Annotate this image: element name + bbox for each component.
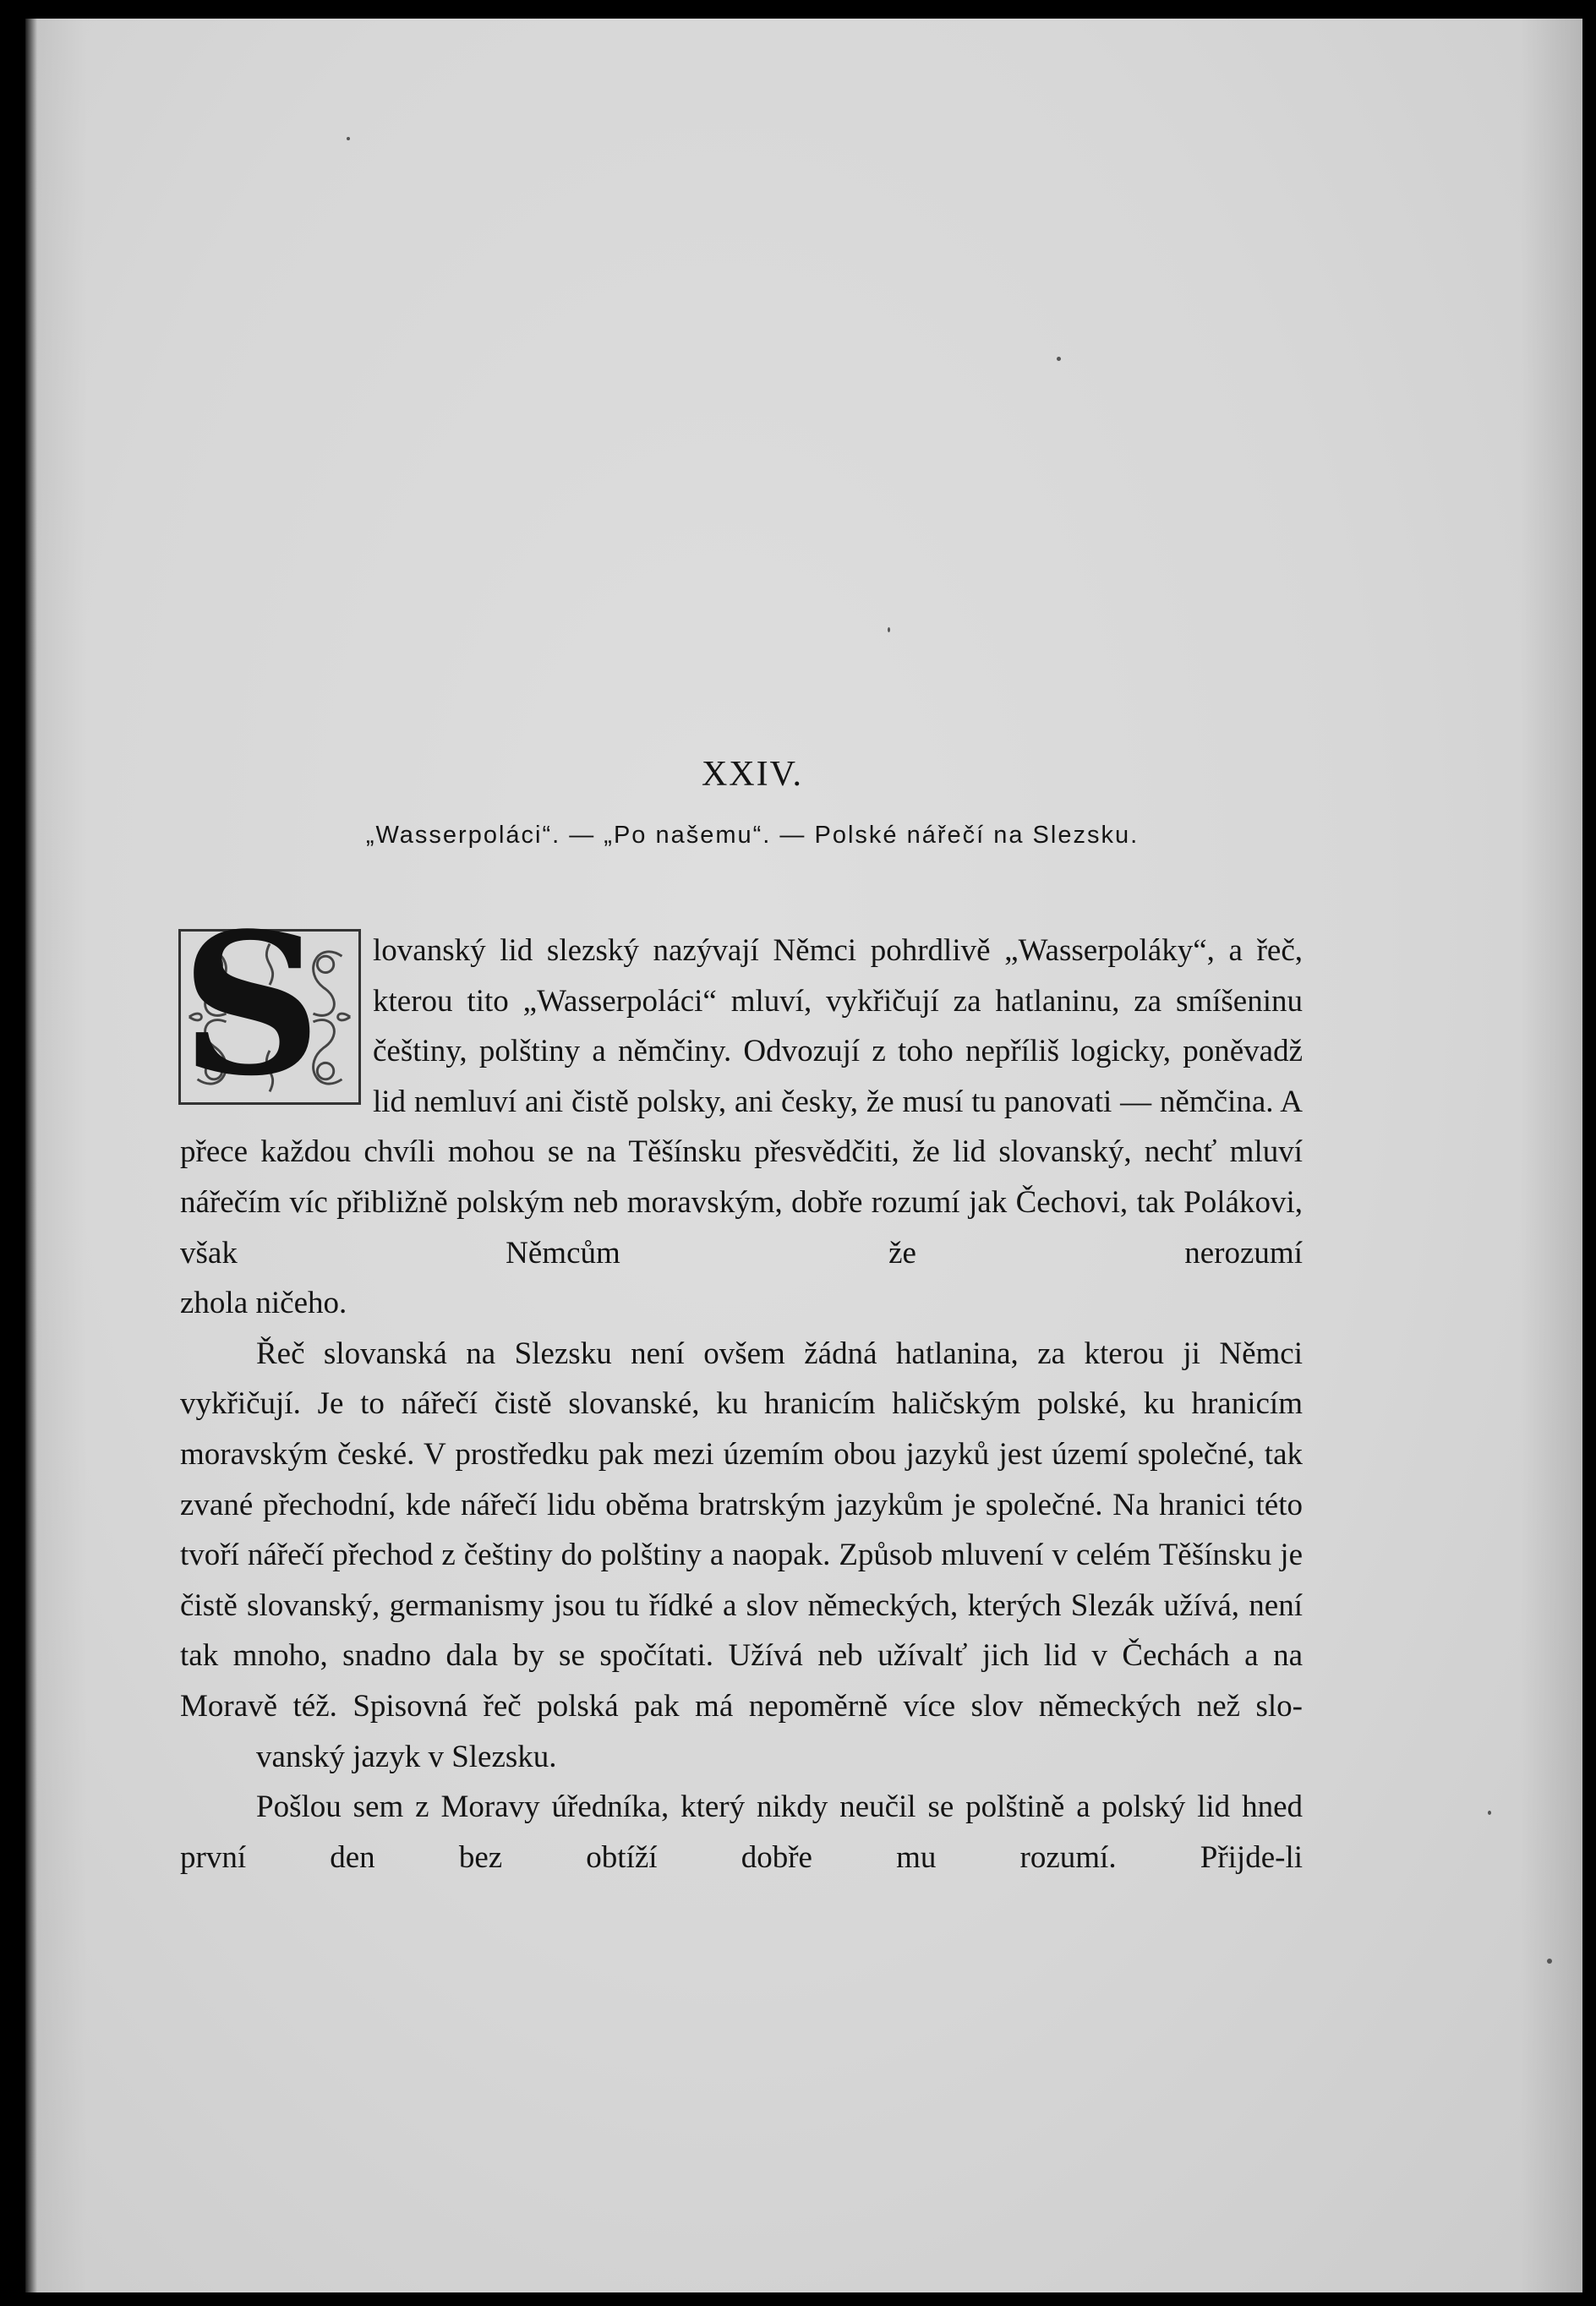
paper-speck: [1547, 1959, 1552, 1964]
paragraph-body: Řeč slovanská na Slezsku není ovšem žádná hatlanina, za kterou ji Němci vykřičují. Je to nářečí čistě slovanské, ku hranicím haličským polské, ku hranicím moravským české. V prostředku pak mezi územím obou jazyků jest území společné, tak zvané přechodní, kde nářečí lidu oběma bratrským jazykům je společné. Na hranici této tvoří nářečí přechod z češtiny do polštiny a naopak. Způsob mluvení v celém Těšínsku je čistě slovanský, germanismy jsou tu řídké a slov německých, kterých Slezák užívá, není tak mnoho, snadno dala by se spočítati. Užívá neb užívalť jich lid v Čechách a na Moravě též. Spisovná řeč polská pak má nepoměrně více slov německých než slo-: [180, 1336, 1303, 1724]
book-page: [25, 19, 1582, 2292]
paragraph: [180, 891, 1303, 1329]
page-shadow-edge: [25, 19, 37, 2292]
drop-cap-letter: S: [181, 891, 322, 1119]
paragraph: [180, 1782, 1303, 1883]
paragraph-body: lovanský lid slezský nazývají Němci pohrdlivě „Wasserpoláky“, a řeč, kterou tito „Wasserpoláci“ mluví, vykřičují za hatlaninu, za smíšeninu češtiny, polštiny a němčiny. Odvozují z toho nepříliš logicky, poněvadž lid nemluví ani čistě polsky, ani česky, že musí tu panovati — němčina. A přece každou chvíli mohou se na Těšínsku přesvědčiti, že lid slovanský, nechť mluví nářečím víc přibližně polským neb moravským, dobře rozumí jak Čechovi, tak Polákovi, však Němcům že nerozumí: [180, 933, 1303, 1270]
paragraph: [180, 1329, 1303, 1782]
paper-speck: [1488, 1811, 1491, 1815]
paragraph-last-line: zhola ničeho.: [180, 1286, 347, 1321]
ornamental-initial: [178, 891, 361, 1119]
paragraph-body: Pošlou sem z Moravy úředníka, který nikdy neučil se polštině a polský lid hned první den bez obtíží dobře mu rozumí. Přijde-li: [180, 1790, 1303, 1875]
paper-speck: [1057, 357, 1061, 361]
chapter-number: XXIV.: [701, 755, 804, 794]
paragraph-last-line: vanský jazyk v Slezsku.: [256, 1739, 557, 1774]
chapter-subtitle: „Wasserpoláci“. — „Po našemu“. — Polské nářečí na Slezsku.: [365, 822, 1140, 849]
chapter-text: [180, 891, 1303, 1883]
paper-speck: [347, 137, 350, 140]
paper-speck: [888, 627, 890, 632]
